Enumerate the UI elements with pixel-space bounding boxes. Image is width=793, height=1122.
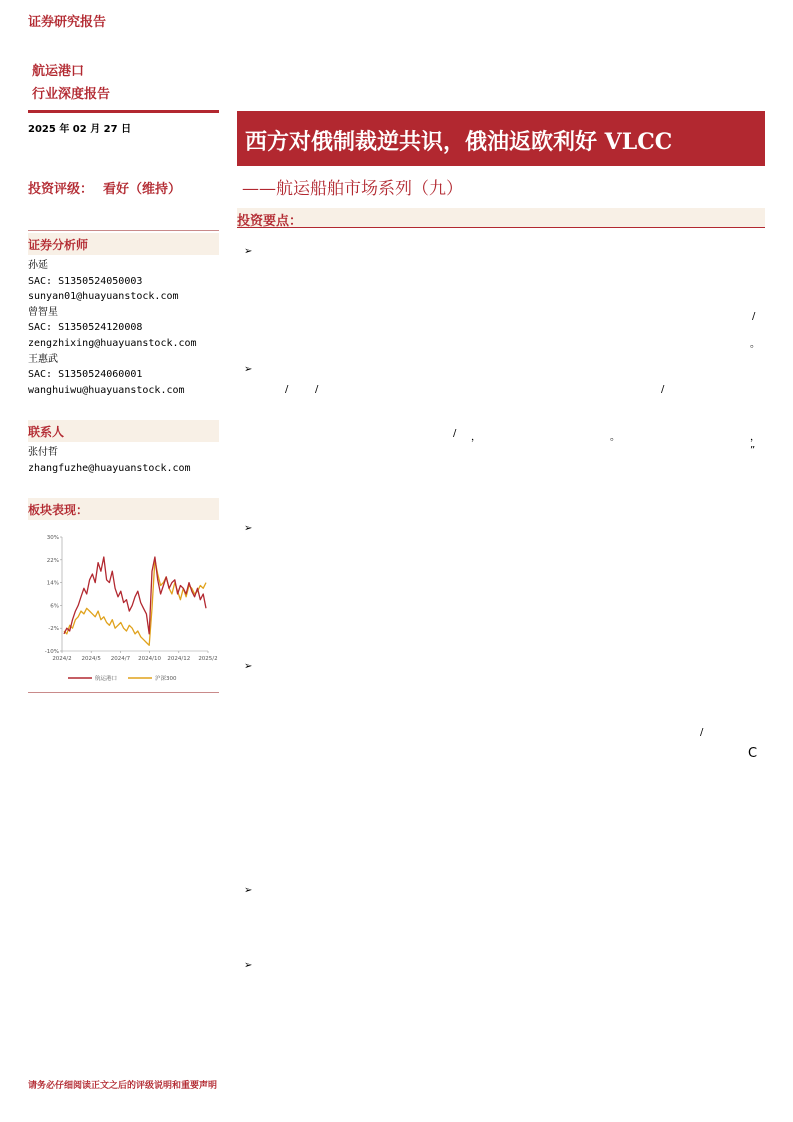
rating-value: 看好（维持） — [103, 182, 182, 197]
divider — [28, 230, 219, 231]
series-line-shipping-ports — [64, 557, 206, 634]
y-tick-label: -10% — [44, 649, 59, 655]
bullet-marker: ➢ — [244, 364, 253, 375]
text-fragment: / — [285, 384, 289, 395]
text-fragment: / — [453, 428, 457, 439]
x-tick-label: 2024/2 — [52, 656, 72, 662]
x-tick-label: 2025/2 — [198, 656, 218, 662]
analysts-heading: 证券分析师 — [28, 233, 219, 255]
analyst-email[interactable]: zengzhixing@huayuanstock.com — [28, 337, 197, 349]
text-fragment: / — [700, 727, 704, 738]
series-line-csi300 — [64, 560, 206, 646]
y-tick-label: 14% — [46, 580, 59, 587]
contact-email[interactable]: zhangfuzhe@huayuanstock.com — [28, 462, 191, 474]
x-tick-label: 2024/10 — [138, 656, 162, 662]
rating-label: 投资评级： — [28, 182, 94, 197]
report-subtitle: ——航运船舶市场系列（九） — [242, 179, 463, 199]
analyst-list — [28, 258, 219, 398]
contact-name: 张付哲 — [28, 447, 58, 458]
analyst-sac: SAC: S1350524120008 — [28, 322, 143, 334]
bullet-marker: ➢ — [244, 246, 253, 257]
report-title: 西方对俄制裁逆共识，俄油返欧利好 VLCC — [237, 111, 765, 166]
analyst-email[interactable]: sunyan01@huayuanstock.com — [28, 291, 179, 303]
report-type: 证券研究报告 — [28, 15, 107, 30]
text-fragment: ” — [750, 445, 756, 456]
text-fragment: / — [315, 384, 319, 395]
x-tick-label: 2024/5 — [81, 656, 101, 662]
investment-rating — [28, 178, 181, 197]
contact-block — [28, 445, 191, 476]
legend-label: 航运港口 — [95, 676, 118, 682]
divider — [28, 692, 219, 693]
legend-label: 沪深300 — [155, 676, 177, 682]
bullet-marker: ➢ — [244, 661, 253, 672]
report-kind: 行业深度报告 — [32, 87, 111, 102]
y-tick-label: -2% — [48, 626, 59, 633]
y-tick-label: 30% — [46, 535, 59, 541]
y-tick-label: 22% — [46, 557, 59, 564]
analyst-name: 孙延 — [28, 260, 48, 271]
sector-chart — [28, 527, 219, 690]
y-tick-label: 6% — [50, 603, 59, 610]
analyst-sac: SAC: S1350524050003 — [28, 275, 143, 287]
analyst-email[interactable]: wanghuiwu@huayuanstock.com — [28, 384, 185, 396]
analyst-sac: SAC: S1350524060001 — [28, 369, 143, 381]
x-tick-label: 2024/12 — [167, 656, 191, 662]
industry-block — [32, 60, 110, 106]
sector-heading: 板块表现： — [28, 498, 219, 520]
text-fragment: ， — [750, 432, 760, 443]
x-tick-label: 2024/7 — [110, 656, 131, 662]
text-fragment: C — [748, 746, 758, 761]
report-date: 2025 年 02 月 27 日 — [28, 124, 132, 135]
footer-disclaimer: 请务必仔细阅读正文之后的评级说明和重要声明 — [28, 1081, 218, 1091]
bullet-marker: ➢ — [244, 960, 253, 971]
analyst-name: 王惠武 — [28, 353, 58, 365]
analyst-name: 曾智星 — [28, 306, 58, 318]
text-fragment: / — [752, 311, 756, 322]
investment-points-heading: 投资要点： — [237, 208, 765, 228]
text-fragment: 。 — [750, 339, 760, 350]
contact-heading: 联系人 — [28, 420, 219, 442]
text-fragment: 。 — [610, 432, 620, 443]
bullet-marker: ➢ — [244, 885, 253, 896]
left-rule — [28, 110, 219, 113]
sector-chart-svg — [28, 527, 219, 690]
industry-name: 航运港口 — [32, 64, 85, 79]
text-fragment: ， — [471, 432, 481, 443]
text-fragment: / — [661, 384, 665, 395]
bullet-marker: ➢ — [244, 523, 253, 534]
